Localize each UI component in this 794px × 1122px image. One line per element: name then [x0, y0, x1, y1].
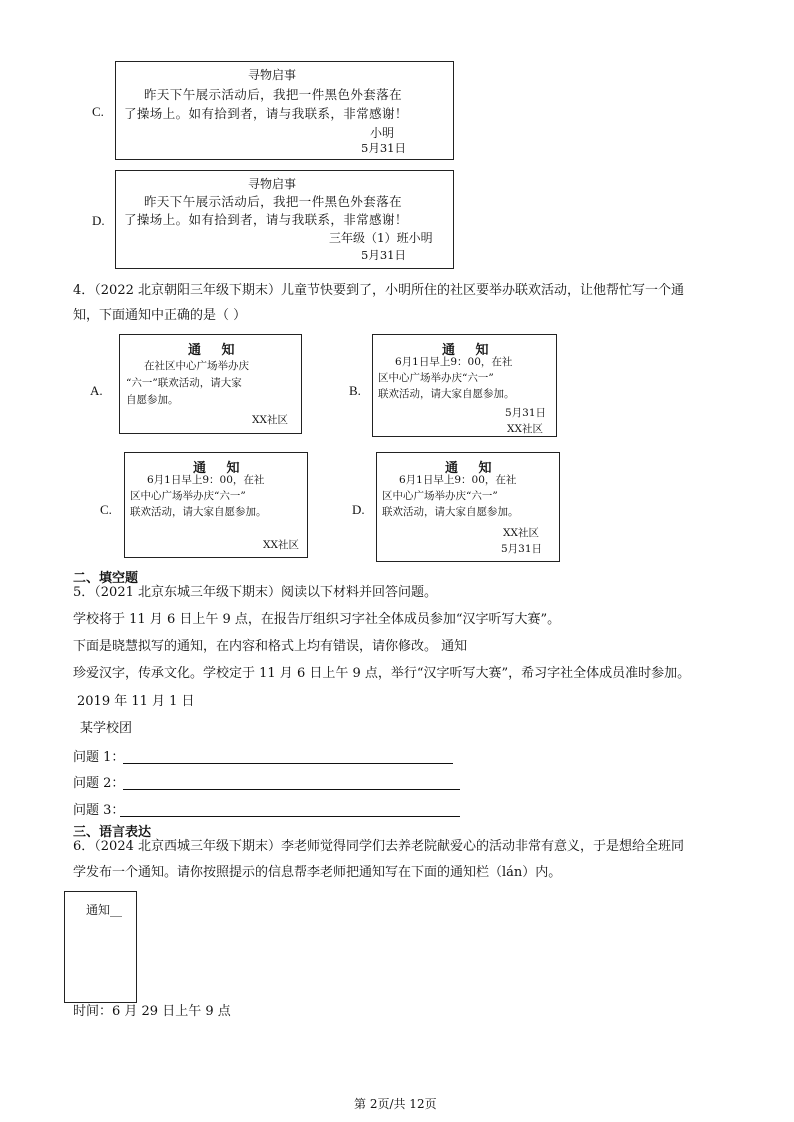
option-d-notice: [115, 170, 454, 269]
notice-signer: XX社区: [263, 539, 299, 551]
notice-line: 昨天下午展示活动后，我把一件黑色外套落在: [144, 194, 403, 209]
notice-line: 6月1日早上9：00，在社: [399, 474, 517, 486]
notice-title: 通 知: [442, 343, 497, 358]
problem-1-answer-line[interactable]: [123, 763, 453, 764]
notice-line: 联欢活动，请大家自愿参加。: [382, 506, 519, 518]
notice-line: 了操场上。如有拾到者，请与我联系，非常感谢！: [124, 212, 408, 227]
q4-option-a-label: A.: [90, 383, 103, 398]
notice-date: 5月31日: [501, 543, 543, 555]
q4-option-c-notice: [124, 452, 308, 558]
notice-line: 昨天下午展示活动后，我把一件黑色外套落在: [144, 87, 403, 102]
notice-box-title: 通知__: [86, 903, 123, 917]
question-4-text-cont: 知，下面通知中正确的是（ ）: [73, 308, 247, 323]
notice-signer: 小明: [370, 126, 395, 140]
problem-2-answer-line[interactable]: [123, 789, 460, 790]
notice-line: 自愿参加。: [126, 394, 179, 406]
page-number: 第 2页/共 12页: [354, 1097, 437, 1111]
notice-line: 联欢活动，请大家自愿参加。: [378, 388, 515, 400]
section-3-heading: 三、语言表达: [73, 825, 152, 840]
notice-line: 6月1日早上9：00，在社: [395, 356, 513, 368]
notice-title: 寻物启事: [248, 68, 297, 82]
notice-line: 区中心广场举办庆“六一”: [130, 490, 246, 502]
option-d-label: D.: [92, 213, 105, 228]
problem-2-label: 问题 2：: [73, 776, 125, 791]
q4-option-b-label: B.: [349, 383, 361, 398]
notice-date: 5月31日: [505, 407, 547, 419]
question-5-line: 珍爱汉字，传承文化。学校定于 11 月 6 日上午 9 点，举行“汉字听写大赛”，希习字社全体成员准时参加。: [73, 666, 691, 681]
question-5-line: 下面是晓慧拟写的通知，在内容和格式上均有错误，请你修改。 通知: [73, 639, 468, 654]
notice-line: 6月1日早上9：00，在社: [147, 474, 265, 486]
option-c-notice: [115, 61, 454, 160]
notice-title: 通 知: [188, 343, 243, 358]
question-5-text: 5．（2021 北京东城三年级下期末）阅读以下材料并回答问题。: [73, 585, 437, 600]
notice-date: 5月31日: [361, 248, 406, 262]
q4-option-c-label: C.: [100, 502, 112, 517]
notice-title: 通 知: [445, 461, 500, 476]
question-6-text-cont: 学发布一个通知。请你按照提示的信息帮李老师把通知写在下面的通知栏（lán）内。: [73, 865, 562, 880]
problem-1-label: 问题 1：: [73, 750, 125, 765]
notice-title: 通 知: [193, 461, 248, 476]
question-5-signer: 某学校团: [80, 721, 133, 736]
notice-line: 在社区中心广场举办庆: [144, 360, 249, 372]
notice-signer: 三年级（1）班小明: [329, 231, 433, 245]
notice-writing-box[interactable]: [64, 891, 137, 1003]
q4-option-d-notice: [376, 452, 560, 562]
question-6-time: 时间：6 月 29 日上午 9 点: [73, 1004, 231, 1019]
notice-line: 区中心广场举办庆“六一”: [378, 372, 494, 384]
problem-3-answer-line[interactable]: [120, 816, 460, 817]
question-5-line: 学校将于 11 月 6 日上午 9 点，在报告厅组织习字社全体成员参加“汉字听写大赛”。: [73, 612, 561, 627]
section-2-heading: 二、填空题: [73, 571, 139, 586]
q4-option-a-notice: [119, 334, 302, 434]
notice-line: 了操场上。如有拾到者，请与我联系，非常感谢！: [124, 106, 408, 121]
notice-signer: XX社区: [503, 527, 539, 539]
notice-signer: XX社区: [507, 423, 543, 435]
option-c-label: C.: [92, 104, 104, 119]
question-4-text: 4．（2022 北京朝阳三年级下期末）儿童节快要到了，小明所住的社区要举办联欢活动，让他帮忙写一个通: [73, 283, 684, 298]
q4-option-b-notice: [372, 334, 557, 437]
q4-option-d-label: D.: [352, 502, 365, 517]
notice-date: 5月31日: [361, 141, 406, 155]
question-5-date: 2019 年 11 月 1 日: [77, 694, 195, 709]
notice-line: 联欢活动，请大家自愿参加。: [130, 506, 267, 518]
question-6-text: 6．（2024 北京西城三年级下期末）李老师觉得同学们去养老院献爱心的活动非常有意义，于是想给全班同: [73, 839, 684, 854]
notice-line: 区中心广场举办庆“六一”: [382, 490, 498, 502]
notice-title: 寻物启事: [248, 177, 297, 191]
notice-signer: XX社区: [252, 414, 288, 426]
notice-line: “六一”联欢活动，请大家: [126, 377, 242, 389]
problem-3-label: 问题 3：: [73, 803, 125, 818]
